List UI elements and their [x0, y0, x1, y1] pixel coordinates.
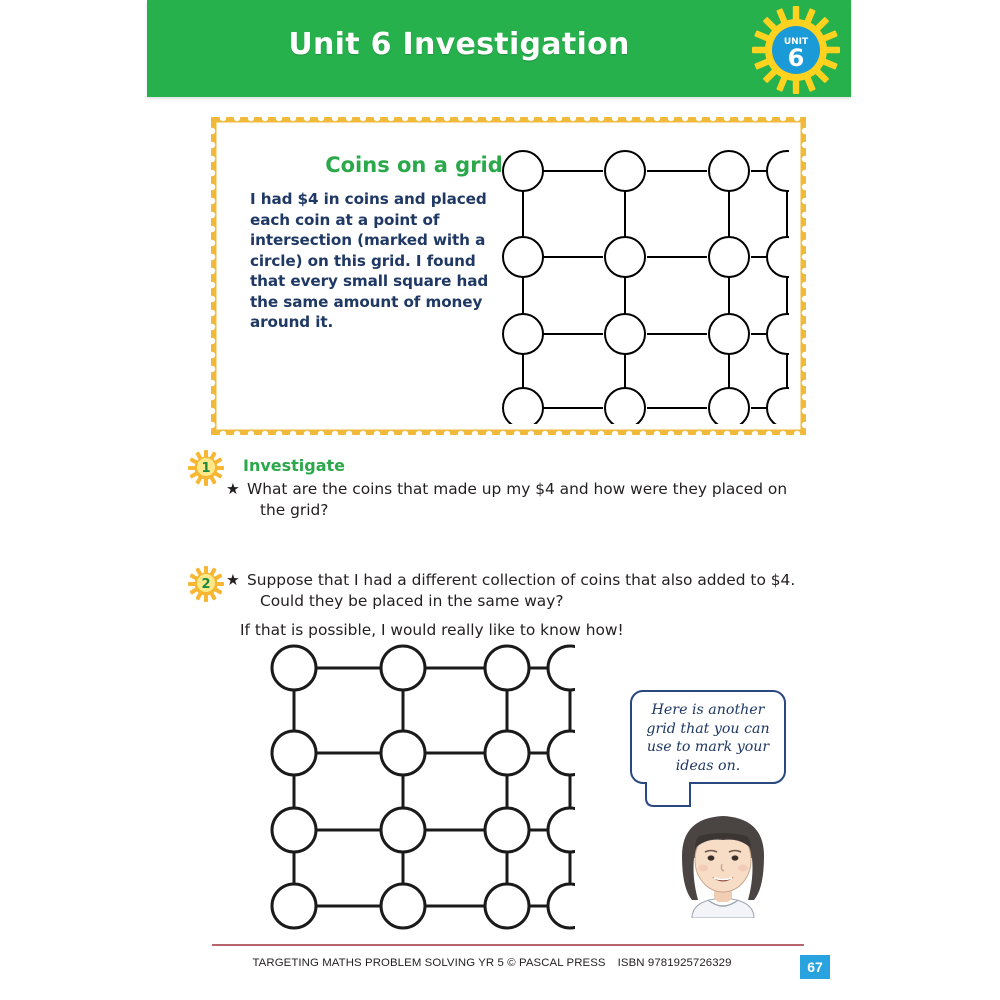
task-2-sun-icon — [187, 565, 225, 603]
girl-avatar — [662, 808, 784, 918]
footer-credit — [212, 957, 772, 969]
footer-divider — [212, 944, 804, 946]
page-title: Unit 6 Investigation — [288, 27, 630, 62]
grid-bottom — [270, 640, 575, 935]
grid-top — [499, 144, 789, 429]
footer-credit-text: TARGETING MATHS PROBLEM SOLVING YR 5 © PASCAL PRESS — [252, 957, 606, 969]
unit-badge — [746, 4, 846, 96]
grid-node — [272, 646, 575, 928]
grid-node — [503, 151, 789, 424]
task-1-number: 1 — [201, 461, 211, 476]
problem-panel-content — [221, 127, 796, 425]
speech-bubble — [630, 690, 790, 808]
task-1-question: ★ What are the coins that made up my $4 and how were they placed on the grid? — [226, 480, 788, 519]
investigate-heading: Investigate — [243, 456, 346, 475]
task-1-question-text: What are the coins that made up my $4 and how were they placed on the grid? — [247, 480, 788, 519]
badge-unit-number: 6 — [787, 44, 805, 72]
task-2-number: 2 — [201, 577, 211, 592]
speech-bubble-tail — [644, 780, 704, 810]
task-2-question-text: Suppose that I had a different collection of coins that also added to $4. Could they be placed in the same way? — [247, 571, 796, 610]
badge-unit-label: UNIT — [783, 37, 809, 47]
page-number-badge: 67 — [800, 955, 830, 979]
problem-body: I had $4 in coins and placed each coin at a point of intersection (marked with a circle) on this grid. I found that every small square had the same amount of money around it. — [250, 190, 489, 331]
problem-panel — [211, 117, 806, 435]
footer-isbn: ISBN 9781925726329 — [617, 957, 732, 969]
task-2-question: ★ Suppose that I had a different collection of coins that also added to $4. Could they be placed in the same way? — [226, 571, 796, 610]
speech-bubble-text: Here is another grid that you can use to mark your ideas on. — [646, 702, 770, 774]
problem-title: Coins on a grid — [325, 153, 503, 177]
task-2-followup: If that is possible, I would really like to know how! — [240, 621, 624, 639]
task-1-sun-icon — [187, 449, 225, 487]
